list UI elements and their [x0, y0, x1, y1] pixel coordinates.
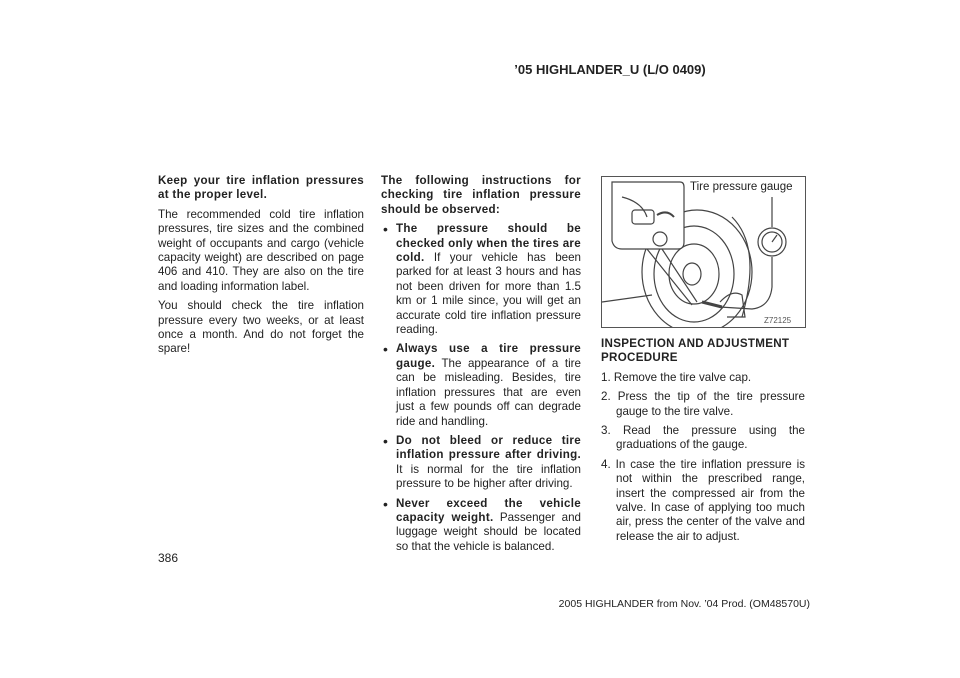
- bullet-bold: Always use a tire pressure gauge.: [396, 342, 581, 370]
- figure-code: Z72125: [764, 316, 792, 325]
- tire-illustration-icon: [602, 177, 805, 327]
- bullet-item: [381, 434, 581, 492]
- column-2: [381, 174, 581, 559]
- section-heading: Keep your tire inflation pressures at the proper level.: [158, 174, 364, 202]
- step-item: 1. Remove the tire valve cap.: [601, 370, 752, 384]
- bullet-text: If your vehicle has been parked for at least 3 hours and has not been driven for more than 1.5 km or 1 mile since, you will get an accurate cold tire inflation pressure reading.: [396, 251, 581, 337]
- footer: 2005 HIGHLANDER from Nov. ’04 Prod. (OM48570U): [558, 598, 810, 610]
- bullet-item: [381, 222, 581, 337]
- paragraph: You should check the tire inflation pressure every two weeks, or at least once a month. And do not forget the spare!: [158, 299, 364, 356]
- bullet-item: [381, 497, 581, 555]
- bullet-bold: The pressure should be checked only when the tires are cold.: [396, 222, 581, 265]
- bullet-text: Passenger and luggage weight should be located so that the vehicle is balanced.: [396, 510, 581, 553]
- page-number: 386: [158, 551, 179, 565]
- paragraph: The recommended cold tire inflation pressures, tire sizes and the combined weight of occupants and cargo (vehicle capacity weight) are described on page 406 and 410. They are also on the tire and loading information label.: [158, 207, 364, 293]
- tire-gauge-illustration: [601, 176, 806, 328]
- step-item: 4. In case the tire inflation pressure is not within the prescribed range, insert the compressed air from the valve. In case of applying too much air, press the center of the valve and release the air to adjust.: [601, 457, 805, 543]
- bullet-bold: Do not bleed or reduce tire inflation pressure after driving.: [396, 433, 581, 462]
- section-heading: INSPECTION AND ADJUSTMENT PROCEDURE: [601, 337, 790, 365]
- running-header: ’05 HIGHLANDER_U (L/O 0409): [514, 62, 706, 77]
- column-1: [158, 174, 364, 362]
- bullet-text: The appearance of a tire can be misleading. Besides, tire inflation pressures that are even just a few pounds off can degrade ride and handling.: [396, 356, 581, 428]
- bullet-item: [381, 342, 581, 428]
- column-3: [601, 337, 805, 549]
- step-item: 2. Press the tip of the tire pressure gauge to the tire valve.: [601, 390, 805, 418]
- bullet-text: It is normal for the tire inflation pressure to be higher after driving.: [396, 462, 581, 491]
- figure-label: Tire pressure gauge: [690, 181, 793, 193]
- step-item: 3. Read the pressure using the graduations of the gauge.: [601, 424, 805, 452]
- bullet-bold: Never exceed the vehicle capacity weight.: [396, 496, 581, 524]
- section-heading: The following instructions for checking tire inflation pressure should be observed:: [381, 174, 581, 216]
